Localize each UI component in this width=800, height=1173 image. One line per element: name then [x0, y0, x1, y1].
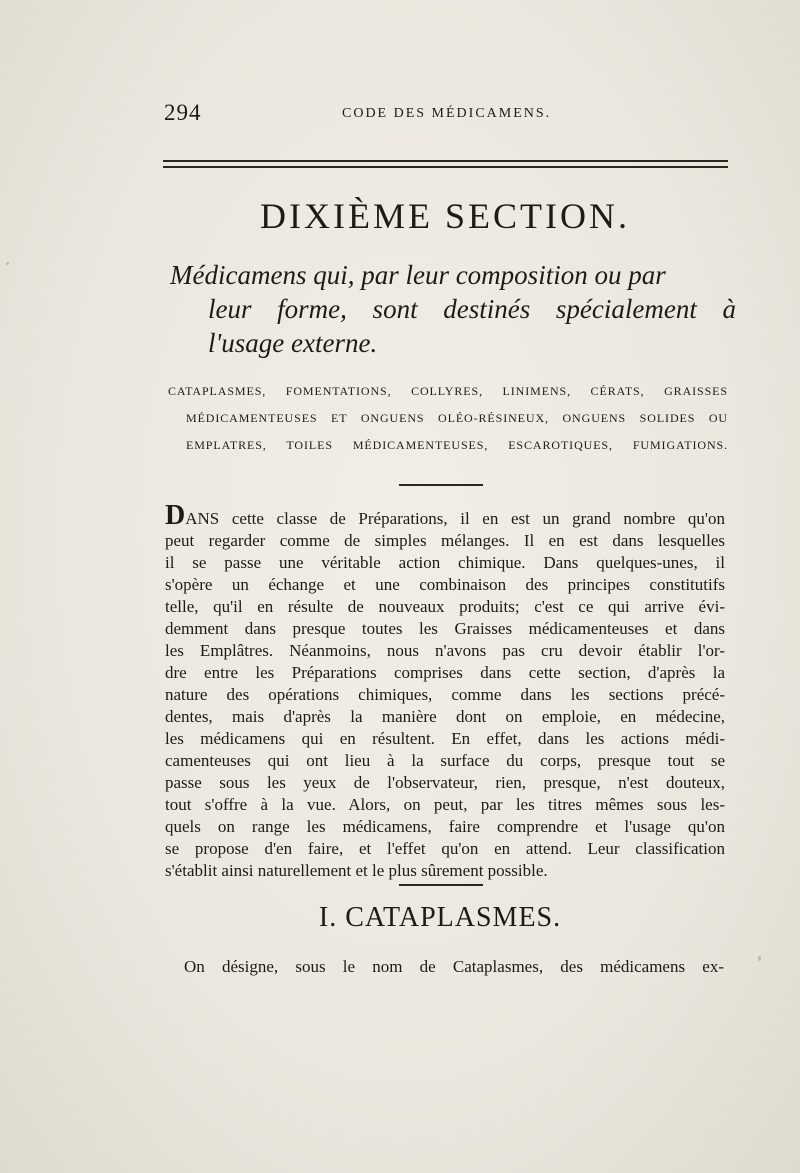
- section-contents-list: [168, 378, 728, 459]
- continuation-line: On désigne, sous le nom de Cataplasmes, des médicamens ex-: [184, 957, 724, 976]
- introduction-paragraph: [165, 500, 725, 882]
- paragraph-line: les Emplâtres. Néanmoins, nous n'avons pas cru devoir établir l'or-: [165, 641, 725, 660]
- subtitle-line: leur forme, sont destinés spécialement à: [208, 294, 736, 324]
- subtitle-line: l'usage externe.: [208, 328, 378, 358]
- paragraph-line: dentes, mais d'après la manière dont on emploie, en médecine,: [165, 707, 725, 726]
- section-title: DIXIÈME SECTION.: [260, 196, 630, 236]
- first-word-rest: ANS: [185, 509, 220, 528]
- paragraph-line: les médicamens qui en résultent. En effet, dans les actions médi-: [165, 729, 725, 748]
- paragraph-line: il se passe une véritable action chimique. Dans quelques-unes, il: [165, 553, 725, 572]
- paragraph-line: nature des opérations chimiques, comme dans les sections précé-: [165, 685, 725, 704]
- paragraph-line: telle, qu'il en résulte de nouveaux produits; c'est ce qui arrive évi-: [165, 597, 725, 616]
- paragraph-line: s'opère un échange et une combinaison des principes constitutifs: [165, 575, 725, 594]
- header-double-rule: [163, 160, 728, 168]
- contents-line: MÉDICAMENTEUSES ET ONGUENS OLÉO-RÉSINEUX, ONGUENS SOLIDES OU: [186, 411, 728, 425]
- page-header: [162, 100, 727, 130]
- section-subtitle: [170, 258, 736, 360]
- paragraph-line: dre entre les Préparations comprises dans cette section, d'après la: [165, 663, 725, 682]
- paragraph-line: camenteuses qui ont lieu à la surface du corps, presque tout se: [165, 751, 725, 770]
- contents-line: EMPLATRES, TOILES MÉDICAMENTEUSES, ESCAROTIQUES, FUMIGATIONS.: [186, 438, 728, 452]
- ornamental-rule: [399, 484, 483, 486]
- paragraph-line: passe sous les yeux de l'observateur, rien, presque, n'est douteux,: [165, 773, 725, 792]
- running-head: CODE DES MÉDICAMENS.: [342, 106, 552, 121]
- contents-line: CATAPLASMES, FOMENTATIONS, COLLYRES, LINIMENS, CÉRATS, GRAISSES: [168, 384, 728, 398]
- page-number: 294: [164, 100, 202, 125]
- paragraph-line: demment dans presque toutes les Graisses médicamenteuses et dans: [165, 619, 725, 638]
- paragraph-line: DANS cette classe de Préparations, il en est un grand nombre qu'on: [165, 500, 725, 531]
- paper-blemish: [758, 956, 761, 961]
- subsection-title: I. CATAPLASMES.: [318, 902, 562, 933]
- paper-blemish: [6, 262, 9, 265]
- subtitle-line: Médicamens qui, par leur composition ou par: [170, 260, 666, 290]
- paragraph-line: tout s'offre à la vue. Alors, on peut, par les titres mêmes sous les-: [165, 795, 725, 814]
- paragraph-line: se propose d'en faire, et l'effet qu'on en attend. Leur classification: [165, 839, 725, 858]
- paragraph-line: peut regarder comme de simples mélanges. Il en est dans lesquelles: [165, 531, 725, 550]
- paragraph-line: s'établit ainsi naturellement et le plus sûrement possible.: [165, 861, 548, 880]
- paragraph-line: quels on range les médicamens, faire comprendre et l'usage qu'on: [165, 817, 725, 836]
- ornamental-rule: [399, 884, 483, 886]
- drop-cap: D: [165, 500, 186, 531]
